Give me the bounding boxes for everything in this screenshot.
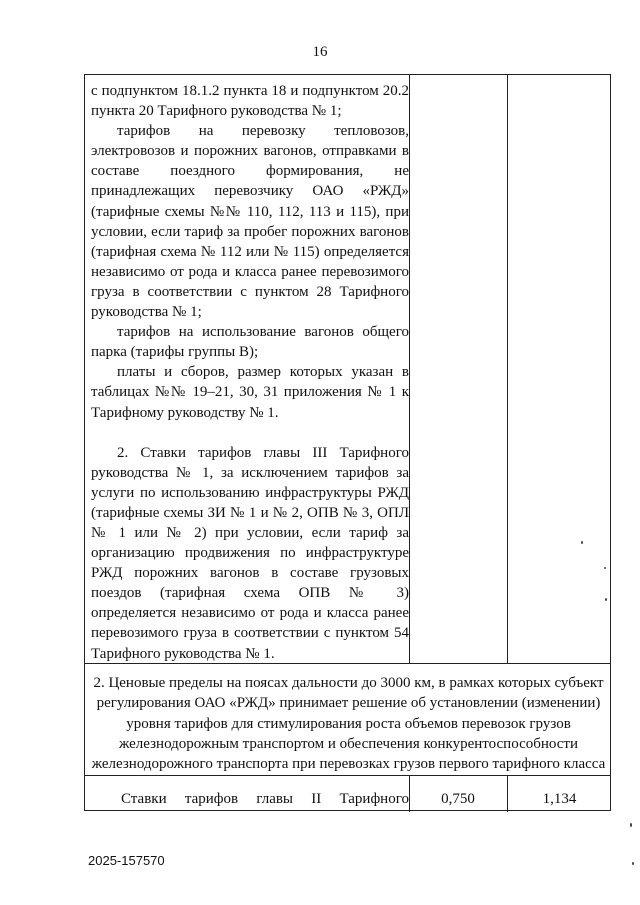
value-cell-2: 1,134 [542, 791, 577, 807]
cell-paragraph: 2. Ставки тарифов главы III Тарифного руководства № 1, за исключением тарифов за услуги по использованию инфраструктуры РЖД (тарифные схемы ЗИ № 1 и № 2, ОПВ № 3, ОПЛ № 1 или № 2) при условии, если тариф за организацию продвижения по инфраструктуре РЖД порожних вагонов в составе грузовых поездов (тарифная схема ОПВ № 3) определяется независимо от рода и класса ранее перевозимого груза в соответствии с пунктом 54 Тарифного руководства № 1. [91, 444, 409, 662]
column-divider [409, 75, 410, 663]
section-heading-line: 2. Ценовые пределы на поясах дальности до 3000 км, в рамках которых субъект [93, 675, 604, 691]
scan-speck [604, 567, 606, 569]
scan-speck [630, 823, 632, 827]
column-divider [507, 75, 508, 663]
document-id: 2025-157570 [88, 853, 165, 868]
cell-paragraph: тарифов на перевозку тепловозов, электровозов и порожних вагонов, отправками в составе поездного формирования, не принадлежащих перевозчику ОАО «РЖД» (тарифные схемы №№ 110, 112, 113 и 115), при условии, если тариф за пробег порожних вагонов (тарифная схема № 112 или № 115) определяется независимо от рода и класса ранее перевозимого груза в соответствии с пунктом 28 Тарифного руководства № 1; [91, 123, 409, 321]
section-heading-line: регулирования ОАО «РЖД» принимает решение об установлении (изменении) [96, 695, 601, 712]
label-word: главы [256, 791, 294, 807]
page-number: 16 [312, 44, 328, 60]
label-word: Ставки [121, 791, 167, 807]
scan-speck [632, 862, 634, 865]
value-cell-1: 0,750 [441, 791, 475, 807]
section-heading-line: железнодорожным транспортом и обеспечения конкурентоспособности [118, 735, 579, 752]
label-word: Тарифного [339, 791, 409, 807]
label-word: тарифов [184, 791, 239, 807]
scan-speck [581, 541, 583, 544]
cell-paragraph: платы и сборов, размер которых указан в таблицах №№ 19–21, 30, 31 приложения № 1 к Тарифному руководству № 1. [91, 364, 409, 421]
section-heading-line: железнодорожного транспорта при перевозках грузов первого тарифного класса [91, 756, 606, 773]
scan-speck [605, 598, 607, 601]
label-word: II [311, 791, 322, 807]
table-cell-text [91, 81, 409, 664]
cell-paragraph: с подпунктом 18.1.2 пункта 18 и подпунктом 20.2 пункта 20 Тарифного руководства № 1; [91, 83, 409, 120]
cell-paragraph: тарифов на использование вагонов общего парка (тарифы группы В); [91, 324, 409, 361]
last-row-label [121, 791, 409, 808]
section-heading [85, 673, 612, 774]
row-divider [85, 775, 610, 776]
tariff-table [84, 74, 611, 811]
section-heading-line: уровня тарифов для стимулирования роста объемов перевозок грузов [126, 715, 571, 732]
